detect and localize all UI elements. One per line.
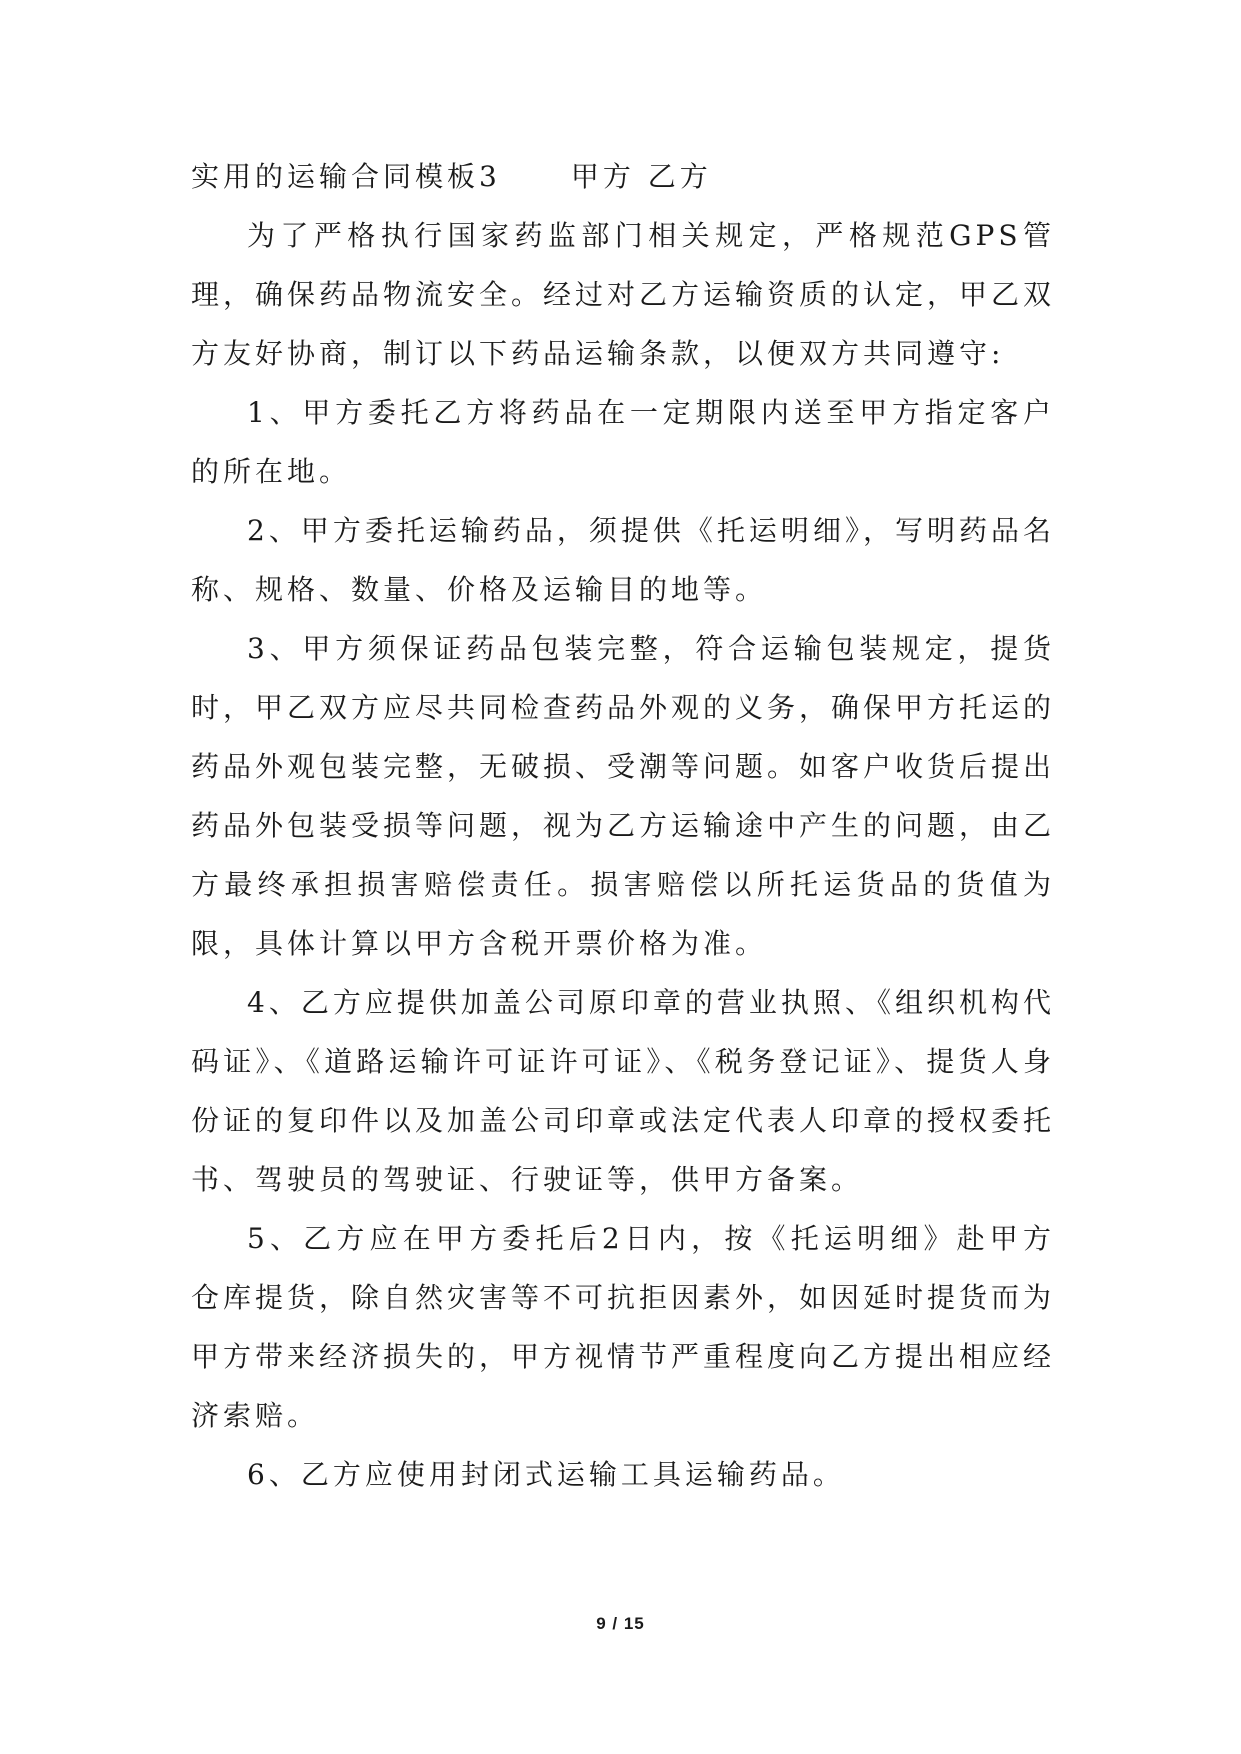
clause-6: 6、乙方应使用封闭式运输工具运输药品。 <box>247 1458 845 1491</box>
clause-4: 4、乙方应提供加盖公司原印章的营业执照、《组织机构代码证》、《道路运输许可证许可证》、《税务登记证》、提货人身份证的复印件以及加盖公司印章或法定代表人印章的授权委托书、驾驶员的驾驶证、行驶证等，供甲方备案。 <box>191 986 1056 1196</box>
party-a-label: 甲方 <box>570 160 635 193</box>
document-title: 实用的运输合同模板3 <box>191 160 501 193</box>
intro-paragraph: 为了严格执行国家药监部门相关规定，严格规范GPS管理，确保药品物流安全。经过对乙方运输资质的认定，甲乙双方友好协商，制订以下药品运输条款，以便双方共同遵守: <box>191 219 1056 370</box>
clause-3: 3、甲方须保证药品包装完整，符合运输包装规定，提货时，甲乙双方应尽共同检查药品外观的义务，确保甲方托运的药品外观包装完整，无破损、受潮等问题。如客户收货后提出药品外包装受损等问题，视为乙方运输途中产生的问题，由乙方最终承担损害赔偿责任。损害赔偿以所托运货品的货值为限，具体计算以甲方含税开票价格为准。 <box>191 632 1056 960</box>
document-body <box>191 147 1055 1504</box>
clause-1: 1、甲方委托乙方将药品在一定期限内送至甲方指定客户的所在地。 <box>191 396 1055 488</box>
clause-2: 2、甲方委托运输药品，须提供《托运明细》，写明药品名称、规格、数量、价格及运输目的地等。 <box>191 514 1055 606</box>
document-heading <box>191 147 1055 206</box>
party-b-label: 乙方 <box>647 160 712 193</box>
page-number: 9 / 15 <box>596 1614 645 1633</box>
clause-5: 5、乙方应在甲方委托后2日内，按《托运明细》赴甲方仓库提货，除自然灾害等不可抗拒因素外，如因延时提货而为甲方带来经济损失的，甲方视情节严重程度向乙方提出相应经济索赔。 <box>191 1222 1056 1432</box>
